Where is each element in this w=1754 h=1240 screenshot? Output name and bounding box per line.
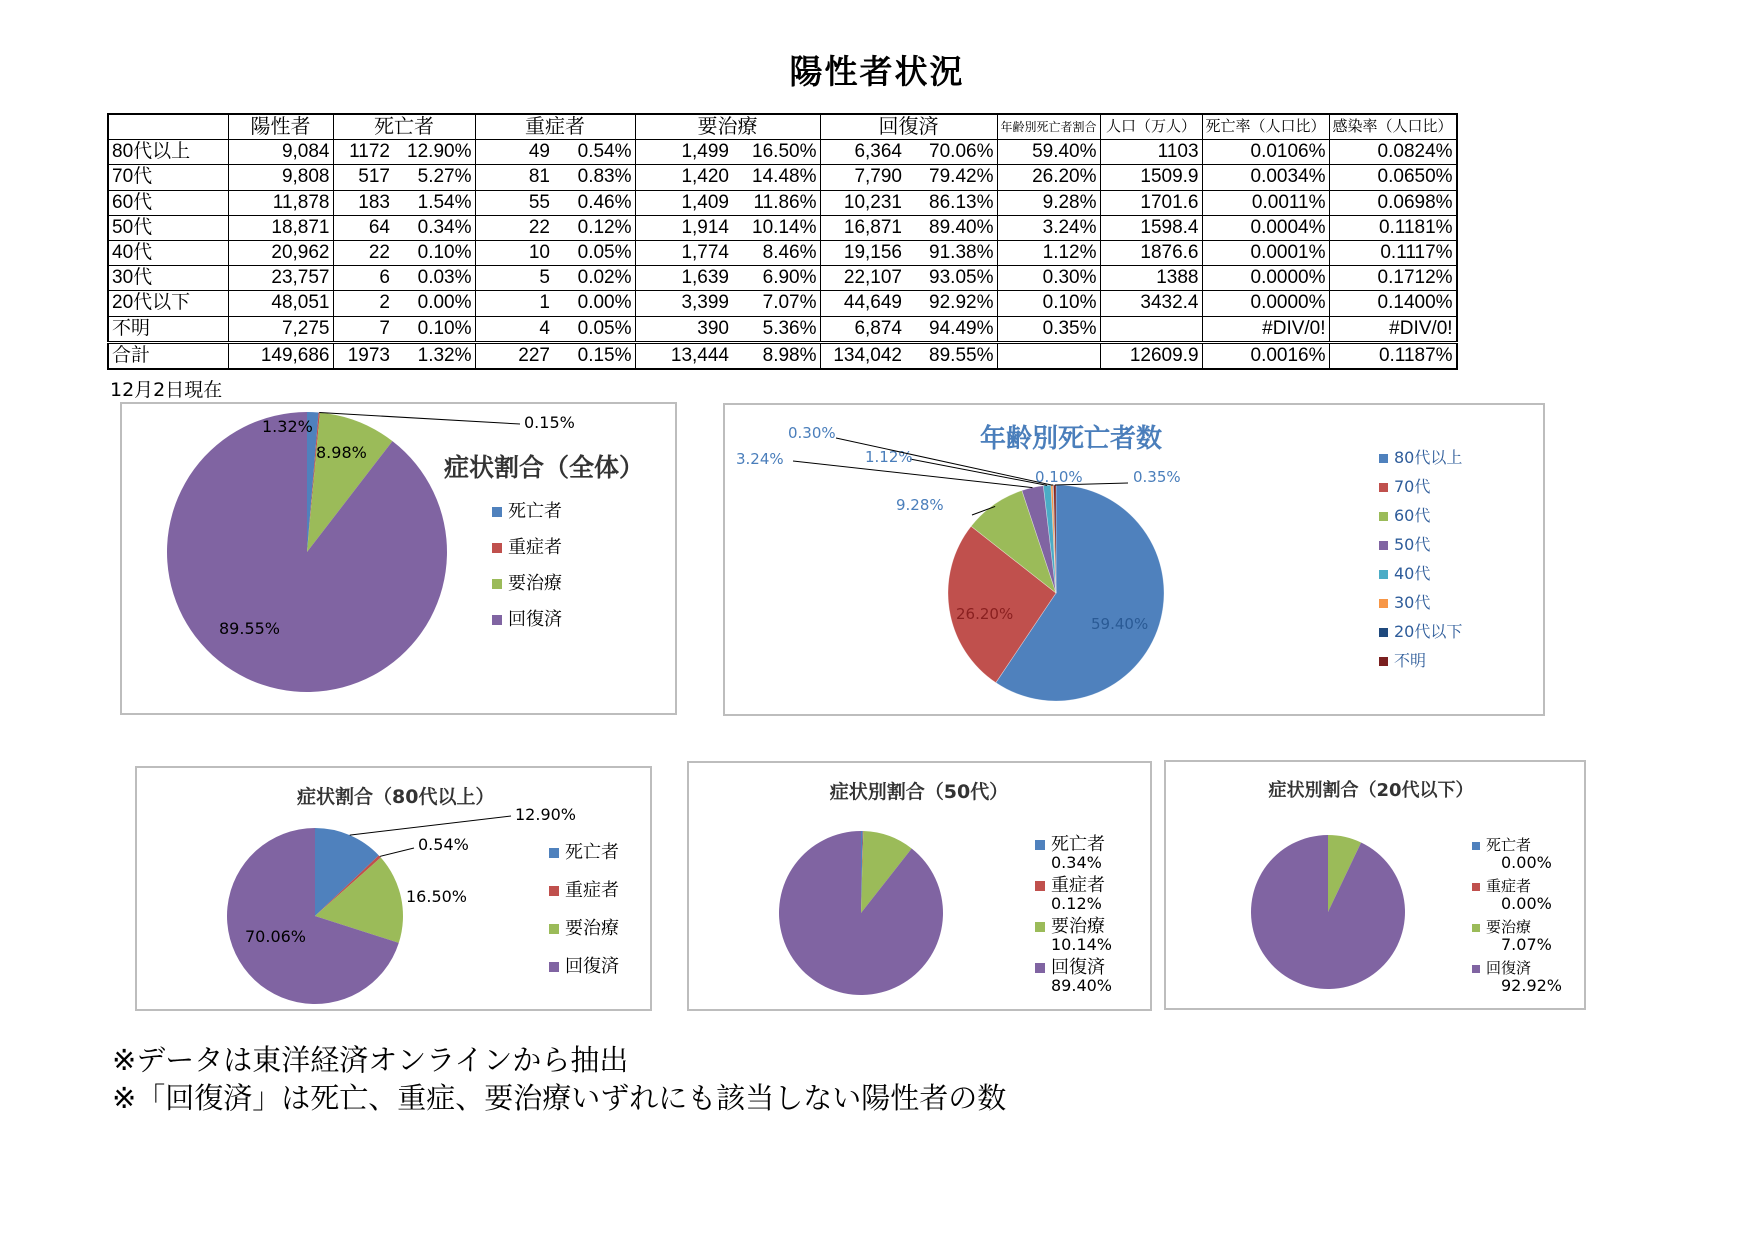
pie-slice-4	[1251, 835, 1405, 989]
legend-swatch	[1379, 512, 1388, 521]
table-total-row	[108, 342, 1457, 369]
table-cell: 14.48%	[732, 165, 820, 190]
table-cell: 149,686	[228, 342, 333, 369]
chart-title: 症状別割合（20代以下）	[1268, 780, 1474, 801]
legend-swatch	[492, 615, 502, 625]
table-cell: 0.83%	[553, 165, 635, 190]
legend-swatch	[1035, 840, 1045, 850]
legend-swatch	[1035, 963, 1045, 973]
table-cell: 5.36%	[732, 316, 820, 342]
table-cell: 0.10%	[997, 291, 1100, 316]
table-row	[108, 215, 1457, 240]
table-cell: 134,042	[820, 342, 905, 369]
table-cell: 1,914	[635, 215, 732, 240]
table-cell: #DIV/0!	[1329, 316, 1457, 342]
table-cell: 70.06%	[905, 140, 997, 165]
legend-swatch	[549, 962, 559, 972]
table-cell: 22	[333, 240, 393, 265]
table-cell: 7	[333, 316, 393, 342]
data-label: 16.50%	[406, 887, 468, 906]
table-cell: 0.1712%	[1329, 266, 1457, 291]
table-cell: 6	[333, 266, 393, 291]
table-cell: 13,444	[635, 342, 732, 369]
table-cell: 1,499	[635, 140, 732, 165]
table-cell: 0.0824%	[1329, 140, 1457, 165]
table-cell: 6.90%	[732, 266, 820, 291]
table-cell: 1.32%	[393, 342, 475, 369]
table-cell: 10,231	[820, 190, 905, 215]
chart-symptoms-80s-svg	[137, 768, 650, 1009]
legend-swatch	[1035, 881, 1045, 891]
table-cell: 7,790	[820, 165, 905, 190]
table-row	[108, 316, 1457, 342]
legend-label: 要治療	[1051, 916, 1105, 937]
table-cell: 23,757	[228, 266, 333, 291]
table-cell: 1172	[333, 140, 393, 165]
table-cell: 22,107	[820, 266, 905, 291]
legend-label: 不明	[1394, 651, 1427, 670]
table-row	[108, 190, 1457, 215]
table-cell: 1,409	[635, 190, 732, 215]
table-cell: 0.12%	[553, 215, 635, 240]
table-cell: 9.28%	[997, 190, 1100, 215]
legend-label: 回復済	[565, 956, 619, 977]
table-cell: 0.0034%	[1202, 165, 1329, 190]
table-cell: 89.55%	[905, 342, 997, 369]
chart-title: 年齢別死亡者数	[980, 424, 1163, 454]
table-cell: 0.1181%	[1329, 215, 1457, 240]
row-label: 80代以上	[108, 140, 228, 165]
chart-title: 症状別割合（50代）	[829, 781, 1009, 803]
table-cell: 1.12%	[997, 240, 1100, 265]
table-cell: 48,051	[228, 291, 333, 316]
page-title: 陽性者状況	[789, 52, 965, 91]
table-cell: 0.46%	[553, 190, 635, 215]
legend-label: 重症者	[508, 537, 562, 558]
table-cell: 1876.6	[1100, 240, 1202, 265]
table-cell: 59.40%	[997, 140, 1100, 165]
table-cell: 79.42%	[905, 165, 997, 190]
data-label: 0.30%	[788, 424, 836, 442]
table-cell: 7,275	[228, 316, 333, 342]
data-label: 26.20%	[956, 605, 1014, 623]
legend-label: 回復済	[508, 609, 562, 630]
row-label: 不明	[108, 316, 228, 342]
chart-symptoms-20s	[1164, 760, 1586, 1010]
header-blank	[108, 114, 228, 140]
legend-swatch	[1379, 628, 1388, 637]
table-cell: 19,156	[820, 240, 905, 265]
table-cell	[997, 342, 1100, 369]
table-cell: 0.0011%	[1202, 190, 1329, 215]
table-cell: 86.13%	[905, 190, 997, 215]
data-label: 70.06%	[245, 927, 307, 946]
header-population: 人口（万人）	[1100, 114, 1202, 140]
legend-label: 70代	[1394, 477, 1431, 496]
legend-label: 80代以上	[1394, 448, 1463, 467]
table-cell: 12609.9	[1100, 342, 1202, 369]
row-label: 40代	[108, 240, 228, 265]
table-cell: 390	[635, 316, 732, 342]
table-cell: 0.35%	[997, 316, 1100, 342]
leader-line	[380, 848, 414, 856]
table-cell: 0.1187%	[1329, 342, 1457, 369]
legend-swatch	[492, 507, 502, 517]
legend-swatch	[1379, 541, 1388, 550]
legend-label: 要治療	[1486, 918, 1532, 936]
header-infection-rate: 感染率（人口比）	[1329, 114, 1457, 140]
as-of-date: 12月2日現在	[110, 379, 223, 401]
legend-label: 死亡者	[565, 842, 619, 863]
table-cell: 9,084	[228, 140, 333, 165]
table-cell: 183	[333, 190, 393, 215]
table-cell: 8.46%	[732, 240, 820, 265]
table-cell: 92.92%	[905, 291, 997, 316]
legend-swatch	[549, 924, 559, 934]
table-cell: 0.02%	[553, 266, 635, 291]
legend-label: 重症者	[1051, 875, 1105, 896]
data-label: 1.12%	[865, 448, 913, 466]
header-recovered: 回復済	[820, 114, 997, 140]
table-cell: 0.03%	[393, 266, 475, 291]
table-cell: 2	[333, 291, 393, 316]
table-cell: 20,962	[228, 240, 333, 265]
legend-value: 0.00%	[1501, 853, 1552, 872]
table-cell: 49	[475, 140, 553, 165]
header-positive: 陽性者	[228, 114, 333, 140]
table-body	[108, 140, 1457, 369]
leader-line	[350, 816, 511, 835]
chart-deaths-by-age	[723, 403, 1545, 716]
table-cell: 4	[475, 316, 553, 342]
table-row	[108, 291, 1457, 316]
legend-swatch	[1035, 922, 1045, 932]
legend-value: 7.07%	[1501, 935, 1552, 954]
table-cell: 0.05%	[553, 240, 635, 265]
table-cell: 91.38%	[905, 240, 997, 265]
table-cell: 0.05%	[553, 316, 635, 342]
table-cell: 11.86%	[732, 190, 820, 215]
pie-slice-4	[779, 831, 943, 995]
legend-label: 回復済	[1051, 957, 1105, 978]
data-label: 3.24%	[736, 450, 784, 468]
chart-symptoms-20s-svg	[1166, 762, 1584, 1008]
chart-symptoms-80s	[135, 766, 652, 1011]
legend-value: 0.34%	[1051, 853, 1102, 872]
legend-swatch	[1472, 924, 1480, 932]
legend-value: 0.00%	[1501, 894, 1552, 913]
table-cell: 0.10%	[393, 240, 475, 265]
table-cell: 0.54%	[553, 140, 635, 165]
legend-label: 要治療	[508, 573, 562, 594]
table-cell	[1100, 316, 1202, 342]
legend-swatch	[1379, 483, 1388, 492]
table-cell: 93.05%	[905, 266, 997, 291]
chart-overall-symptoms-svg	[122, 404, 675, 713]
legend-value: 0.12%	[1051, 894, 1102, 913]
chart-title: 症状割合（80代以上）	[297, 786, 495, 808]
table-cell: 1388	[1100, 266, 1202, 291]
table-cell: 1.54%	[393, 190, 475, 215]
table-cell: 94.49%	[905, 316, 997, 342]
data-label: 12.90%	[515, 805, 577, 824]
table-cell: 0.30%	[997, 266, 1100, 291]
table-cell: 1	[475, 291, 553, 316]
data-label: 1.32%	[262, 417, 313, 436]
table-header-row	[108, 114, 1457, 140]
table-cell: 0.0698%	[1329, 190, 1457, 215]
legend-label: 60代	[1394, 506, 1431, 525]
table-cell: 1509.9	[1100, 165, 1202, 190]
legend-label: 死亡者	[1051, 834, 1105, 855]
chart-symptoms-50s	[687, 761, 1152, 1011]
table-cell: 10	[475, 240, 553, 265]
legend-value: 10.14%	[1051, 935, 1113, 954]
table-cell: 0.0004%	[1202, 215, 1329, 240]
leader-line	[793, 461, 1033, 488]
data-label: 0.15%	[524, 413, 575, 432]
table-cell: #DIV/0!	[1202, 316, 1329, 342]
table-cell: 0.34%	[393, 215, 475, 240]
table-cell: 3.24%	[997, 215, 1100, 240]
table-cell: 0.1117%	[1329, 240, 1457, 265]
table-cell: 16.50%	[732, 140, 820, 165]
table-cell: 22	[475, 215, 553, 240]
row-label: 30代	[108, 266, 228, 291]
table-cell: 89.40%	[905, 215, 997, 240]
legend-swatch	[1379, 599, 1388, 608]
legend-label: 40代	[1394, 564, 1431, 583]
legend-swatch	[1472, 965, 1480, 973]
table-cell: 3,399	[635, 291, 732, 316]
table-cell: 1701.6	[1100, 190, 1202, 215]
legend-value: 89.40%	[1051, 976, 1113, 995]
data-label: 9.28%	[896, 496, 944, 514]
table-cell: 44,649	[820, 291, 905, 316]
table-row	[108, 165, 1457, 190]
table-cell: 9,808	[228, 165, 333, 190]
table-cell: 0.0000%	[1202, 291, 1329, 316]
header-age-death-share: 年齢別死亡者割合	[997, 114, 1100, 140]
table-cell: 517	[333, 165, 393, 190]
legend-swatch	[1379, 454, 1388, 463]
table-cell: 5.27%	[393, 165, 475, 190]
table-cell: 1,639	[635, 266, 732, 291]
table-row	[108, 266, 1457, 291]
table-cell: 0.0106%	[1202, 140, 1329, 165]
pie-slice-4	[167, 412, 447, 692]
row-label: 20代以下	[108, 291, 228, 316]
chart-title: 症状割合（全体）	[444, 453, 645, 482]
data-label: 59.40%	[1091, 615, 1149, 633]
data-label: 0.35%	[1133, 468, 1181, 486]
table-cell: 10.14%	[732, 215, 820, 240]
header-death-rate: 死亡率（人口比）	[1202, 114, 1329, 140]
table-cell: 0.15%	[553, 342, 635, 369]
legend-label: 重症者	[1486, 877, 1532, 895]
table-cell: 0.0016%	[1202, 342, 1329, 369]
table-row	[108, 140, 1457, 165]
table-cell: 6,364	[820, 140, 905, 165]
footnote-source: ※データは東洋経済オンラインから抽出	[112, 1043, 629, 1077]
legend-label: 死亡者	[1486, 836, 1532, 854]
table-cell: 1598.4	[1100, 215, 1202, 240]
chart-deaths-by-age-svg	[725, 405, 1543, 714]
table-cell: 18,871	[228, 215, 333, 240]
table-cell: 5	[475, 266, 553, 291]
data-label: 8.98%	[316, 443, 367, 462]
data-label: 0.10%	[1035, 468, 1083, 486]
footnote-definition: ※「回復済」は死亡、重症、要治療いずれにも該当しない陽性者の数	[112, 1081, 1007, 1115]
legend-swatch	[492, 543, 502, 553]
table-cell: 1,420	[635, 165, 732, 190]
legend-value: 92.92%	[1501, 976, 1563, 995]
table-cell: 8.98%	[732, 342, 820, 369]
table-cell: 0.0000%	[1202, 266, 1329, 291]
legend-label: 重症者	[565, 880, 619, 901]
legend-label: 要治療	[565, 918, 619, 939]
row-label: 70代	[108, 165, 228, 190]
row-label: 60代	[108, 190, 228, 215]
stats-table	[107, 113, 1458, 370]
data-label: 0.54%	[418, 835, 469, 854]
header-deaths: 死亡者	[333, 114, 475, 140]
table-cell: 26.20%	[997, 165, 1100, 190]
legend-swatch	[492, 579, 502, 589]
table-cell: 81	[475, 165, 553, 190]
legend-label: 30代	[1394, 593, 1431, 612]
table-cell: 0.00%	[553, 291, 635, 316]
legend-swatch	[549, 886, 559, 896]
table-cell: 11,878	[228, 190, 333, 215]
legend-swatch	[1379, 657, 1388, 666]
legend-label: 20代以下	[1394, 622, 1463, 641]
table-cell: 3432.4	[1100, 291, 1202, 316]
table-cell: 1,774	[635, 240, 732, 265]
header-severe: 重症者	[475, 114, 635, 140]
table-cell: 0.00%	[393, 291, 475, 316]
table-cell: 7.07%	[732, 291, 820, 316]
table-cell: 0.10%	[393, 316, 475, 342]
table-cell: 0.0650%	[1329, 165, 1457, 190]
legend-swatch	[1379, 570, 1388, 579]
table-cell: 0.1400%	[1329, 291, 1457, 316]
legend-swatch	[549, 848, 559, 858]
chart-overall-symptoms	[120, 402, 677, 715]
table-cell: 227	[475, 342, 553, 369]
table-cell: 16,871	[820, 215, 905, 240]
table-cell: 6,874	[820, 316, 905, 342]
table-cell: 1973	[333, 342, 393, 369]
table-row	[108, 240, 1457, 265]
legend-swatch	[1472, 883, 1480, 891]
data-label: 89.55%	[219, 619, 281, 638]
legend-swatch	[1472, 842, 1480, 850]
table-cell: 1103	[1100, 140, 1202, 165]
legend-label: 回復済	[1486, 959, 1532, 977]
table-cell: 12.90%	[393, 140, 475, 165]
legend-label: 死亡者	[508, 501, 562, 522]
chart-symptoms-50s-svg	[689, 763, 1150, 1009]
row-label: 合計	[108, 342, 228, 369]
table-cell: 0.0001%	[1202, 240, 1329, 265]
header-treatment: 要治療	[635, 114, 820, 140]
row-label: 50代	[108, 215, 228, 240]
table-cell: 64	[333, 215, 393, 240]
table-cell: 55	[475, 190, 553, 215]
legend-label: 50代	[1394, 535, 1431, 554]
